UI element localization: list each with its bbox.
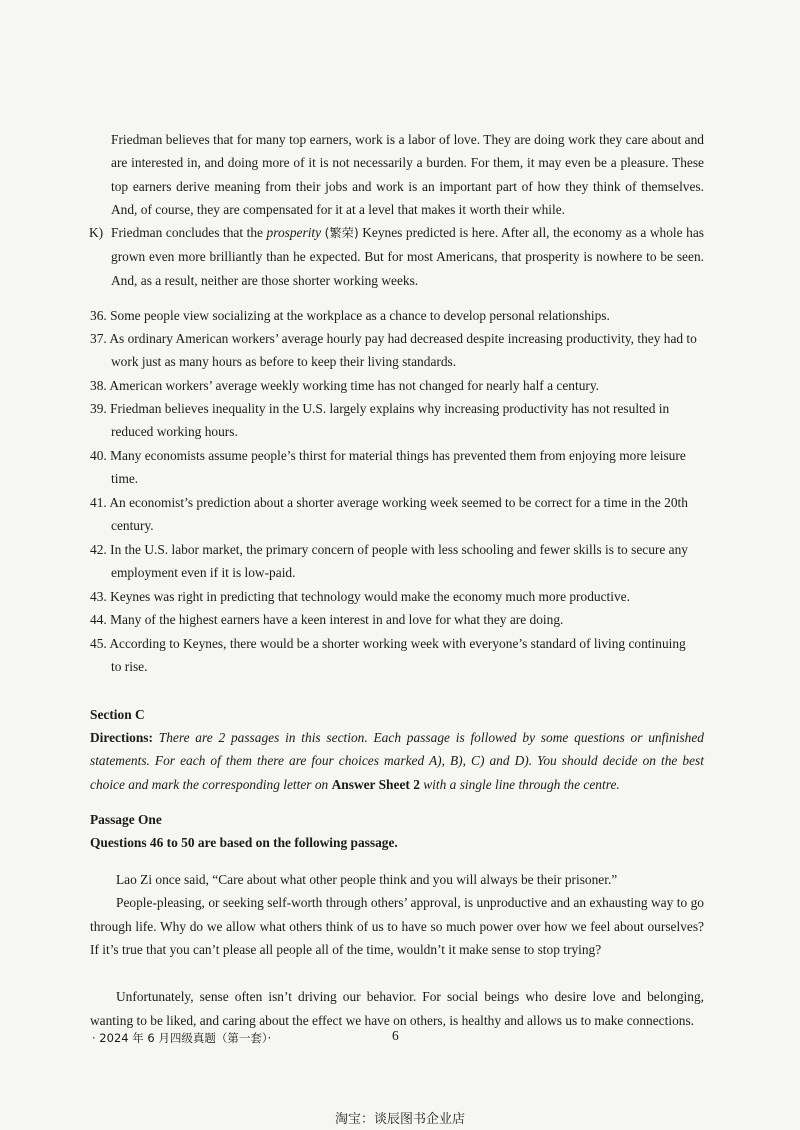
question-40 bbox=[90, 444, 704, 491]
question-number: 42. bbox=[90, 542, 107, 557]
directions-text-1: There are 2 passages in this section. Each passage is followed by some questions or unfinished statements. For each of them there are four choices marked A), B), C) and D). You should decide on the best choice and mark the corresponding letter on bbox=[90, 730, 704, 792]
question-43 bbox=[90, 585, 704, 608]
question-text: Some people view socializing at the workplace as a chance to develop personal relationships. bbox=[110, 308, 610, 323]
passage-paragraph: People-pleasing, or seeking self-worth through others’ approval, is unproductive and an exhausting way to go through life. Why do we allow what others think of us to have so much power over how we feel about ourselves? If it’s true that you can’t please all people all of the time, wouldn’t it make sense to stop trying? bbox=[90, 895, 704, 958]
passage-j-paragraph: Friedman believes that for many top earners, work is a labor of love. They are doing work they care about and are interested in, and doing more of it is not necessarily a burden. For them, it may even be a pleasure. These top earners derive meaning from their jobs and work is an important part of how they think of themselves. And, of course, they are compensated for it at a level that makes it worth their while. bbox=[111, 132, 704, 218]
shop-watermark-text: 淘宝：谈辰图书企业店 bbox=[334, 1112, 465, 1127]
question-38 bbox=[90, 374, 704, 397]
question-number: 44. bbox=[90, 612, 107, 627]
question-number: 38. bbox=[90, 378, 107, 393]
question-text-line2: to rise. bbox=[111, 659, 148, 675]
question-number: 39. bbox=[90, 401, 107, 416]
question-text-line2: time. bbox=[111, 471, 139, 487]
passage-paragraph: Unfortunately, sense often isn’t driving our behavior. For social beings who desire love and belonging, wanting to be liked, and caring about the effect we have on others, is healthy and allows us to make connections. bbox=[90, 989, 704, 1028]
exam-footer-label: · 2024 年 6 月四级真题（第一套）· bbox=[92, 1031, 272, 1045]
question-44 bbox=[90, 608, 704, 631]
question-text-line2: century. bbox=[111, 518, 154, 534]
question-text-line1: As ordinary American workers’ average hourly pay had decreased despite increasing productivity, they had to bbox=[109, 331, 697, 346]
paragraph-k-text-after: Keynes predicted is here. After all, the economy as a whole has grown even more brilliantly than he expected. But for most Americans, that prosperity is nowhere to be seen. And, as a result, neither are those shorter working weeks. bbox=[111, 225, 704, 288]
paragraph-k-italic-word: prosperity bbox=[266, 225, 322, 240]
question-text-line2: employment even if it is low-paid. bbox=[111, 565, 296, 581]
directions-label: Directions: bbox=[90, 730, 153, 745]
question-text-line2: work just as many hours as before to keep their living standards. bbox=[111, 354, 457, 370]
question-37 bbox=[90, 327, 704, 374]
answer-sheet-label: Answer Sheet 2 bbox=[331, 776, 420, 792]
question-text-line1: According to Keynes, there would be a shorter working week with everyone’s standard of living continuing bbox=[109, 636, 686, 651]
question-41 bbox=[90, 491, 704, 538]
section-c-heading: Section C bbox=[90, 707, 145, 722]
page-number: 6 bbox=[392, 1028, 399, 1043]
question-text-line1: An economist’s prediction about a shorter average working week seemed to be correct for a time in the 20th bbox=[109, 495, 688, 510]
question-text: Many of the highest earners have a keen interest in and love for what they are doing. bbox=[110, 612, 564, 627]
paragraph-k-gloss: (繁荣) bbox=[324, 226, 359, 240]
paragraph-k-text-before: Friedman concludes that the bbox=[111, 225, 267, 240]
question-text: American workers’ average weekly working time has not changed for nearly half a century. bbox=[109, 378, 600, 393]
question-number: 37. bbox=[90, 331, 107, 346]
question-number: 45. bbox=[90, 636, 107, 651]
directions-text-2: with a single line through the centre. bbox=[419, 776, 620, 792]
passage-one-heading: Passage One bbox=[90, 812, 162, 827]
question-text-line1: Many economists assume people’s thirst for material things has prevented them from enjoying more leisure bbox=[110, 448, 686, 463]
question-text: Keynes was right in predicting that technology would make the economy much more productive. bbox=[110, 589, 630, 604]
passage-one-subheading: Questions 46 to 50 are based on the following passage. bbox=[90, 835, 398, 850]
question-number: 36. bbox=[90, 308, 107, 323]
question-text-line1: Friedman believes inequality in the U.S. largely explains why increasing productivity has not resulted in bbox=[110, 401, 670, 416]
question-number: 40. bbox=[90, 448, 107, 463]
paragraph-k bbox=[111, 221, 704, 292]
question-text-line1: In the U.S. labor market, the primary concern of people with less schooling and fewer skills is to secure any bbox=[110, 542, 688, 557]
section-c-directions bbox=[90, 726, 704, 796]
question-39 bbox=[90, 397, 704, 444]
question-text-line2: reduced working hours. bbox=[111, 424, 238, 440]
question-number: 41. bbox=[90, 495, 107, 510]
passage-paragraph: Lao Zi once said, “Care about what other people think and you will always be their prisoner.” bbox=[116, 872, 618, 888]
question-36 bbox=[90, 304, 704, 327]
question-42 bbox=[90, 538, 704, 585]
question-number: 43. bbox=[90, 589, 107, 604]
paragraph-k-label: K) bbox=[89, 225, 104, 240]
question-45 bbox=[90, 632, 704, 679]
